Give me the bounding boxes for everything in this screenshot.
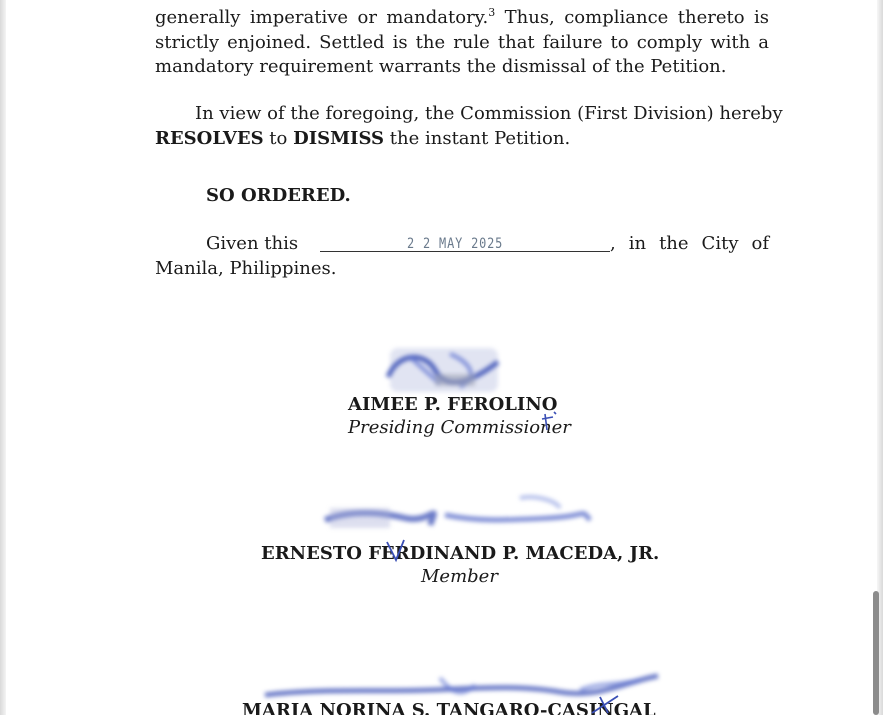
paragraph2-line2: [155, 127, 769, 151]
initial-mark-3: [590, 693, 620, 715]
paragraph2-line1: In view of the foregoing, the Commission (First Division) hereby: [195, 103, 783, 124]
date-stamp: 2 2 MAY 2025: [407, 236, 504, 252]
paragraph2-rest: the instant Petition.: [384, 128, 571, 149]
given-prefix: Given this: [206, 233, 299, 254]
paragraph1-line1: [155, 6, 769, 30]
signatory-3-name: MARIA NORINA S. TANGARO-CASINGAL: [242, 700, 656, 715]
footnote-marker[interactable]: 3: [488, 6, 496, 19]
signatory-1-title: Presiding Commissioner: [348, 417, 571, 438]
to-word: to: [263, 128, 294, 149]
signatory-2-name: ERNESTO FERDINAND P. MACEDA, JR.: [261, 543, 660, 564]
initial-mark-1: [541, 410, 559, 434]
given-line: [155, 232, 769, 258]
so-ordered: SO ORDERED.: [206, 185, 351, 206]
resolves-word: RESOLVES: [155, 128, 264, 149]
paragraph1-line2: strictly enjoined. Settled is the rule that failure to comply with a: [155, 32, 769, 53]
signatory-1-name: AIMEE P. FEROLINO: [348, 394, 558, 415]
dismiss-word: DISMISS: [293, 128, 385, 149]
scrollbar-thumb[interactable]: [873, 591, 879, 715]
signature-maceda: [320, 490, 610, 540]
page-left-edge: [0, 0, 6, 715]
signature-ferolino: [380, 342, 505, 397]
signatory-2-title: Member: [421, 566, 498, 587]
paragraph1-text-rest: Thus, compliance thereto is: [495, 7, 769, 28]
given-suffix: , in the City of: [610, 233, 769, 254]
initial-mark-2: [384, 536, 408, 564]
paragraph1-text: generally imperative or mandatory.: [155, 7, 489, 28]
paragraph1-line3: mandatory requirement warrants the dismissal of the Petition.: [155, 56, 727, 77]
given-line2: Manila, Philippines.: [155, 258, 337, 279]
